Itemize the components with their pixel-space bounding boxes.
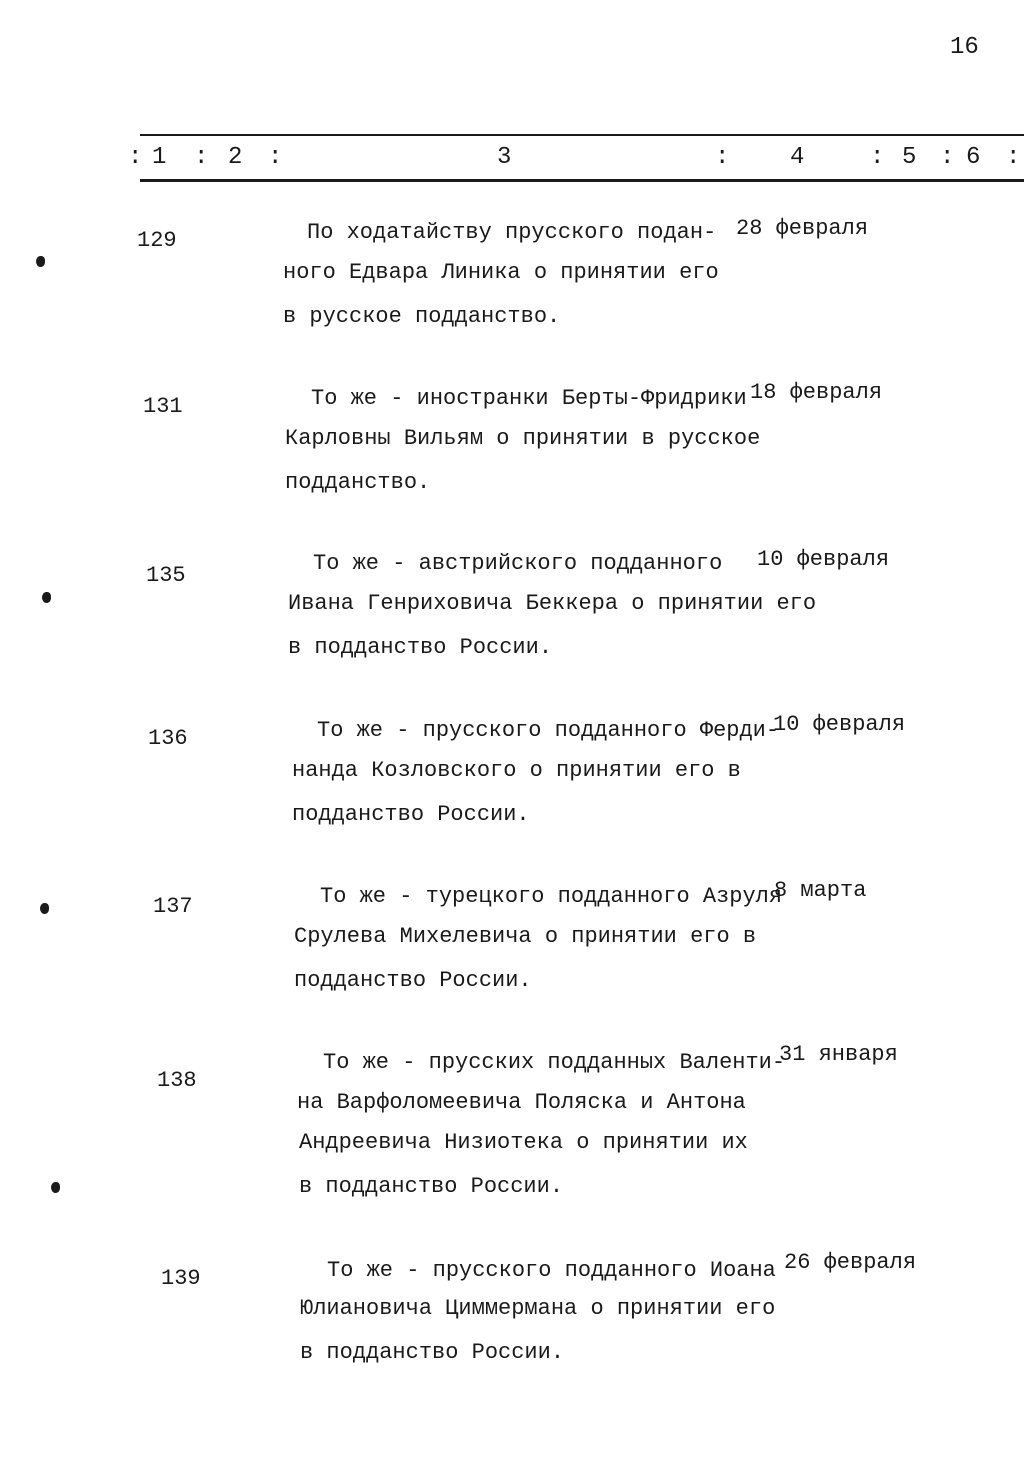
record-text-line: в русское подданство. — [283, 304, 561, 329]
record-date: 28 февраля — [736, 216, 869, 241]
record-text-line: нанда Козловского о принятии его в — [292, 758, 741, 783]
record-text-line: По ходатайству прусского подан- — [307, 220, 717, 245]
record-text-line: Юлиановича Циммермана о принятии его — [300, 1296, 776, 1321]
record-number: 129 — [137, 228, 177, 253]
record-131 — [0, 378, 1024, 528]
record-text-line: подданство России. — [292, 802, 530, 827]
record-text-line: То же - прусских подданных Валенти- — [323, 1050, 786, 1075]
header-rule-top — [140, 134, 1024, 136]
column-header-1: 1 — [152, 144, 167, 171]
record-129 — [0, 210, 1024, 360]
record-text-line: в подданство России. — [300, 1340, 565, 1365]
column-separator: : — [715, 144, 730, 171]
column-separator: : — [870, 144, 885, 171]
record-text-line: Ивана Генриховича Беккера о принятии его — [288, 591, 817, 616]
record-text-line: подданство России. — [294, 968, 532, 993]
record-138 — [0, 1040, 1024, 1199]
record-date: 10 февраля — [757, 547, 890, 572]
record-135 — [0, 545, 1024, 695]
column-header-5: 5 — [902, 144, 917, 171]
record-number: 131 — [143, 394, 183, 419]
column-header-3: 3 — [497, 144, 512, 171]
record-text-line: То же - прусского подданного Ферди- — [317, 718, 780, 743]
punch-mark — [36, 256, 45, 267]
column-header-4: 4 — [790, 144, 805, 171]
record-text-line: То же - турецкого подданного Азруля — [320, 884, 783, 909]
column-separator: : — [128, 144, 143, 171]
column-separator: : — [194, 144, 209, 171]
column-separator: : — [268, 144, 283, 171]
record-text-line: То же - прусского подданного Иоана — [327, 1258, 776, 1283]
record-number: 139 — [161, 1266, 201, 1291]
record-text-line: в подданство России. — [299, 1174, 564, 1199]
record-text-line: Андреевича Низиотека о принятии их — [299, 1130, 748, 1155]
record-text-line: То же - иностранки Берты-Фридрики — [311, 386, 747, 411]
record-number: 137 — [153, 894, 193, 919]
record-text-line: в подданство России. — [288, 635, 553, 660]
page-number: 16 — [950, 34, 979, 61]
record-139 — [0, 1250, 1024, 1400]
column-separator: : — [940, 144, 955, 171]
record-137 — [0, 876, 1024, 1026]
record-text-line: Карловны Вильям о принятии в русское — [285, 426, 761, 451]
record-date: 8 марта — [774, 878, 867, 903]
column-header-6: 6 — [966, 144, 981, 171]
record-text-line: ного Едвара Линика о принятии его — [283, 260, 719, 285]
record-date: 26 февраля — [784, 1250, 917, 1275]
record-136 — [0, 710, 1024, 860]
record-text-line: Срулева Михелевича о принятии его в — [294, 924, 757, 949]
record-date: 18 февраля — [750, 380, 883, 405]
punch-mark — [40, 903, 49, 914]
header-rule-bottom — [140, 179, 1024, 182]
record-number: 136 — [148, 726, 188, 751]
column-header-2: 2 — [228, 144, 243, 171]
record-text-line: То же - австрийского подданного — [313, 551, 723, 576]
punch-mark — [51, 1182, 60, 1193]
punch-mark — [42, 592, 51, 603]
record-number: 138 — [157, 1068, 197, 1093]
record-date: 31 января — [779, 1042, 898, 1067]
record-text-line: подданство. — [285, 470, 431, 495]
column-separator: : — [1006, 144, 1021, 171]
record-number: 135 — [146, 563, 186, 588]
record-text-line: на Варфоломеевича Поляска и Антона — [297, 1090, 746, 1115]
record-date: 10 февраля — [773, 712, 906, 737]
